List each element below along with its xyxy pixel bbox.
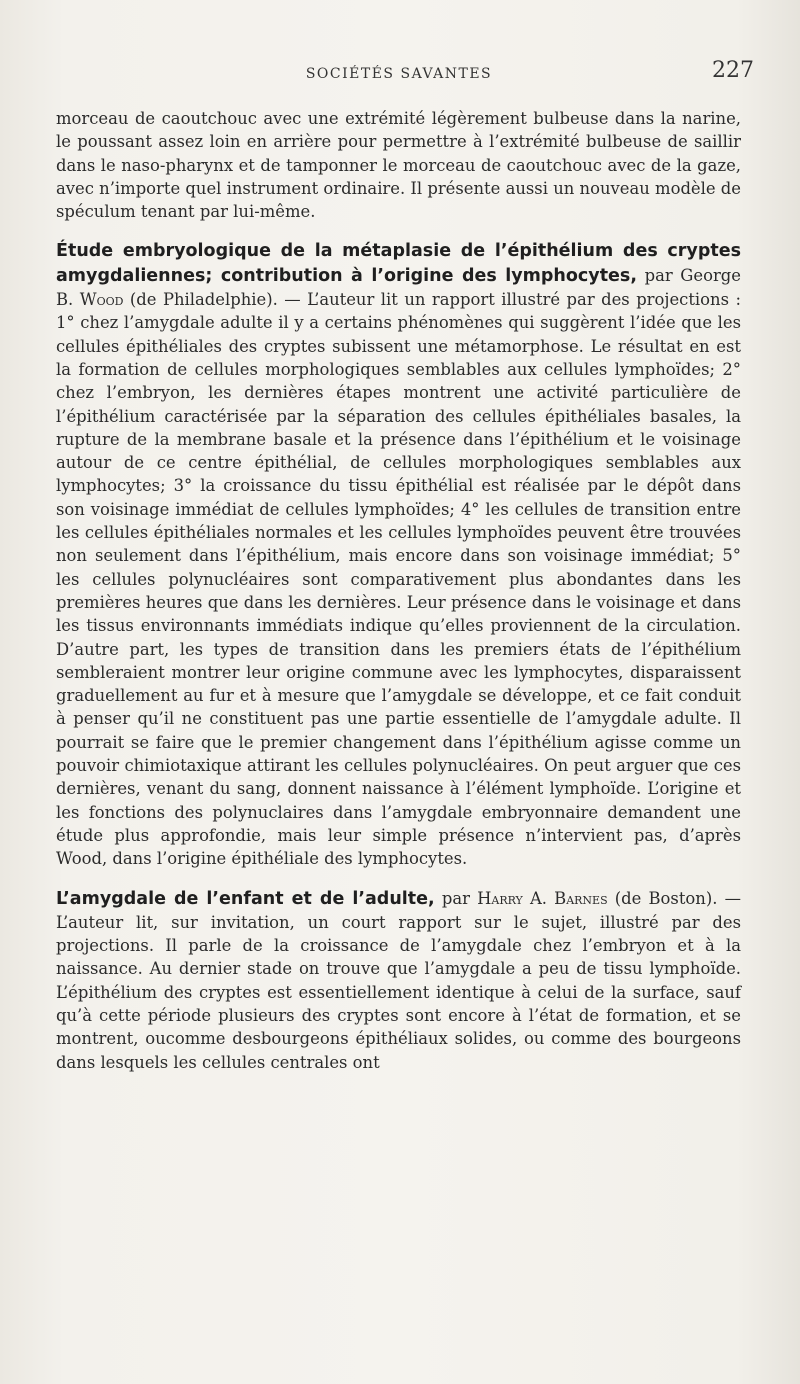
article-text: (de Boston). — L’auteur lit, sur invitation, un court rapport sur le sujet, illustré par des projections. Il parle de la croissance de l’amygdale chez l’embryon et à la naissance. Au dernier stade on trouve que l’amygdale a peu de tissu lymphoïde. L’épithélium des cryptes est essentiellement identique à celui de la surface, sauf qu’à cette période plusieurs des cryptes sont encore à l’état de formation, et se montrent, oucomme desbourgeons épithéliaux solides, ou comme des bourgeons dans lesquels les cellules centrales ont: [56, 888, 741, 1072]
article-text: (de Philadelphie). — L’auteur lit un rapport illustré par des projections : 1° chez l’amygdale adulte il y a certains phénomènes qui suggèrent l’idée que les cellules épithéliales des cryptes subissent une métamorphose. Le résultat en est la formation de cellules morphologiques semblables aux cellules lymphoïdes; 2° chez l’embryon, les dernières étapes montrent une activité particulière de l’épithélium caractérisée par la séparation des cellules épithéliales basales, la rupture de la membrane basale et la présence dans l’épithélium et le voisinage autour de ce centre épithélial, de cellules morphologiques semblables aux lymphocytes; 3° la croissance du tissu épithélial est réalisée par le dépôt dans son voisinage immédiat de cellules lymphoïdes; 4° les cellules de transition entre les cellules épithéliales normales et les cellules lymphoïdes peuvent être trouvées non seulement dans l’épithélium, mais encore dans son voisinage immédiat; 5° les cellules polynucléaires sont comparativement plus abondantes dans les premières heures que dans les dernières. Leur présence dans le voisinage et dans les tissus environnants immédiats indique qu’elles proviennent de la circulation. D’autre part, les types de transition dans les premiers états de l’épithélium sembleraient montrer leur origine commune avec les lymphocytes, disparaissent graduellement au fur et à mesure que l’amygdale se développe, et ce fait conduit à penser qu’il ne constituent pas une partie essentielle de l’amygdale adulte. Il pourrait se faire que le premier changement dans l’épithélium agisse comme un pouvoir chimiotaxique attirant les cellules polynucléaires. On peut arguer que ces dernières, venant du sang, donnent naissance à l’élément lymphoïde. L’origine et les fonctions des polynuclaires dans l’amygdale embryonnaire demandent une étude plus approfondie, mais leur simple présence n’intervient pas, d’après Wood, dans l’origine épithéliale des lymphocytes.: [56, 290, 742, 869]
paragraph-continuation: morceau de caoutchouc avec une extrémité légèrement bulbeuse dans la narine, le poussant assez loin en arrière pour permettre à l’extrémité bulbeuse de saillir dans le naso-pharynx et de tamponner le morceau de caoutchouc avec de la gaze, avec n’importe quel instrument ordinaire. Il présente aussi un nouveau modèle de spéculum tenant par lui-même.: [56, 109, 741, 222]
article-byline: par George B.: [56, 265, 741, 310]
article-author: Wood: [79, 290, 124, 310]
article-wood: [56, 239, 741, 870]
article-barnes: [56, 887, 741, 1074]
running-title: SOCIÉTÉS SAVANTES: [305, 66, 493, 82]
page-number: 227: [712, 58, 754, 83]
page-header: [44, 58, 754, 98]
article-title: Étude embryologique de la métaplasie de l’épithélium des cryptes amygdaliennes; contribution à l’origine des lymphocytes,: [56, 241, 741, 286]
article-byline: par: [434, 888, 478, 908]
article-author: Harry A. Barnes: [477, 888, 608, 908]
article-title: L’amygdale de l’enfant et de l’adulte,: [56, 888, 435, 909]
page-body: [56, 107, 741, 1074]
